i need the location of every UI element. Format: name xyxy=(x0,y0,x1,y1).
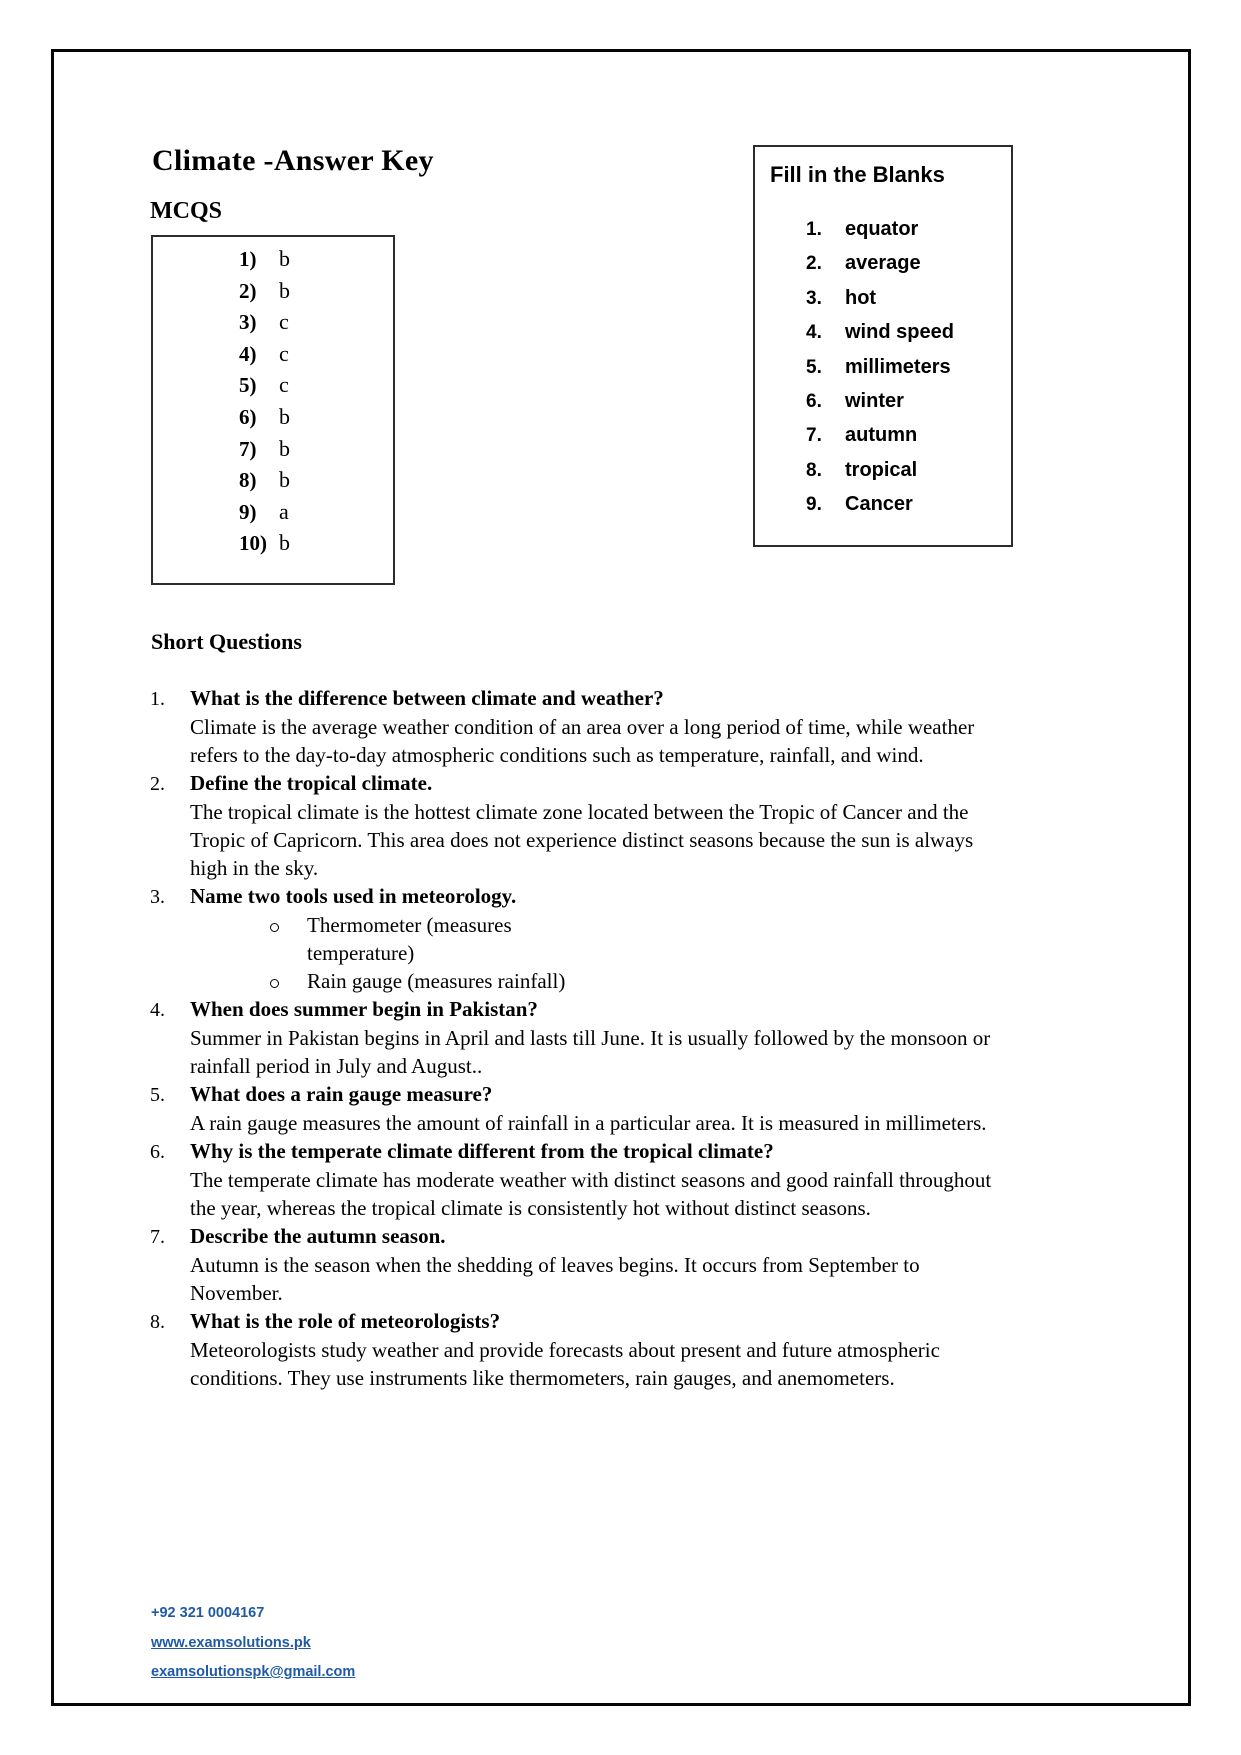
question-text: When does summer begin in Pakistan? xyxy=(190,997,538,1021)
fill-answer: average xyxy=(845,252,921,275)
mcqs-heading: MCQS xyxy=(150,198,222,224)
mcq-answer-row xyxy=(153,466,393,498)
mcq-answer: b xyxy=(279,467,290,493)
fill-number: 5. xyxy=(806,356,822,378)
question-number: 1. xyxy=(150,688,165,710)
answer-line: The tropical climate is the hottest climate zone located between the Tropic of Cancer and the xyxy=(190,800,969,824)
answer-line: Climate is the average weather condition of an area over a long period of time, while weather xyxy=(190,715,975,739)
footer-email-link[interactable]: examsolutionspk@gmail.com xyxy=(151,1664,356,1680)
question-item xyxy=(150,995,1160,1080)
bullet-text: Rain gauge (measures rainfall) xyxy=(307,969,566,993)
fill-number: 9. xyxy=(806,494,822,516)
question-text: What is the role of meteorologists? xyxy=(190,1309,501,1333)
answer-line: The temperate climate has moderate weather with distinct seasons and good rainfall throughout xyxy=(190,1168,992,1192)
question-item xyxy=(150,1137,1160,1222)
page-title: Climate -Answer Key xyxy=(152,144,434,177)
answer-line: Meteorologists study weather and provide forecasts about present and future atmospheric xyxy=(190,1338,940,1362)
fill-in-the-blanks-heading: Fill in the Blanks xyxy=(770,162,945,187)
short-questions-list xyxy=(150,684,1160,1392)
mcq-number: 5) xyxy=(239,373,257,398)
fill-number: 8. xyxy=(806,459,822,481)
question-item xyxy=(150,1222,1160,1307)
mcq-number: 8) xyxy=(239,468,257,493)
question-number: 5. xyxy=(150,1084,165,1106)
fill-answer: hot xyxy=(845,286,877,309)
answer-line: Tropic of Capricorn. This area does not experience distinct seasons because the sun is always xyxy=(190,828,974,852)
bullet-line xyxy=(150,911,1160,939)
question-number: 8. xyxy=(150,1311,165,1333)
mcq-number: 4) xyxy=(239,341,257,366)
question-text: What is the difference between climate and weather? xyxy=(190,686,664,710)
mcq-answer: b xyxy=(279,277,290,303)
mcq-answer: b xyxy=(279,530,290,556)
question-heading-line xyxy=(150,684,1160,713)
question-number: 7. xyxy=(150,1226,165,1248)
fill-answer-row xyxy=(755,351,1011,385)
question-number: 3. xyxy=(150,886,165,908)
question-text: Why is the temperate climate different from the tropical climate? xyxy=(190,1139,774,1163)
mcq-number: 2) xyxy=(239,278,257,303)
mcq-answer: a xyxy=(279,498,289,524)
answer-line: refers to the day-to-day atmospheric conditions such as temperature, rainfall, and wind. xyxy=(190,743,924,767)
fill-answer: winter xyxy=(845,390,904,413)
fill-answer: equator xyxy=(845,218,919,240)
fill-answer-row xyxy=(755,213,1011,247)
mcq-answer: c xyxy=(279,340,289,366)
mcq-answer-row xyxy=(153,308,393,340)
short-questions-heading: Short Questions xyxy=(151,629,302,654)
question-number: 4. xyxy=(150,999,165,1021)
fill-answer: tropical xyxy=(845,458,918,481)
fill-answer: millimeters xyxy=(845,355,951,378)
mcq-answer-row xyxy=(153,529,393,561)
fill-in-the-blanks-list xyxy=(755,213,1011,523)
question-text: Describe the autumn season. xyxy=(190,1224,446,1248)
question-number: 6. xyxy=(150,1141,165,1163)
question-heading-line xyxy=(150,769,1160,798)
footer-website-link[interactable]: www.examsolutions.pk xyxy=(151,1635,311,1651)
mcq-answer-row xyxy=(153,498,393,530)
mcq-answer-row xyxy=(153,340,393,372)
mcq-number: 9) xyxy=(239,499,257,524)
question-heading-line xyxy=(150,1222,1160,1251)
bullet-icon xyxy=(270,911,307,939)
fill-answer-row xyxy=(755,385,1011,419)
question-text: Define the tropical climate. xyxy=(190,771,433,795)
mcq-number: 1) xyxy=(239,247,257,271)
question-text: What does a rain gauge measure? xyxy=(190,1082,493,1106)
question-number: 2. xyxy=(150,773,165,795)
mcq-answer-row xyxy=(153,371,393,403)
fill-answer-row xyxy=(755,282,1011,316)
bullet-text: Thermometer (measures xyxy=(307,913,512,937)
bullet-line xyxy=(150,967,1160,995)
answer-line: the year, whereas the tropical climate is consistently hot without distinct seasons. xyxy=(190,1196,871,1220)
fill-in-the-blanks-box xyxy=(753,145,1013,547)
question-text: Name two tools used in meteorology. xyxy=(190,884,517,908)
mcq-number: 3) xyxy=(239,310,257,335)
answer-line: November. xyxy=(190,1281,283,1305)
mcq-answer-row xyxy=(153,435,393,467)
mcq-answer: b xyxy=(279,403,290,429)
fill-answer: wind speed xyxy=(845,321,954,344)
mcq-answer: c xyxy=(279,309,289,335)
mcq-number: 6) xyxy=(239,404,257,429)
fill-answer-row xyxy=(755,247,1011,281)
answer-line: high in the sky. xyxy=(190,856,319,880)
question-heading-line xyxy=(150,1137,1160,1166)
fill-answer-row xyxy=(755,419,1011,453)
question-heading-line xyxy=(150,1080,1160,1109)
question-item xyxy=(150,1080,1160,1137)
question-item xyxy=(150,684,1160,769)
mcqs-answer-box xyxy=(151,235,395,585)
mcq-number: 7) xyxy=(239,436,257,461)
mcq-answer: c xyxy=(279,372,289,398)
mcq-answer: b xyxy=(279,246,290,271)
bullet-text-continued: temperature) xyxy=(307,941,415,965)
fill-number: 7. xyxy=(806,425,822,447)
fill-answer-row xyxy=(755,316,1011,350)
fill-number: 6. xyxy=(806,391,822,413)
mcq-answer-row xyxy=(153,277,393,309)
question-item xyxy=(150,882,1160,995)
fill-number: 4. xyxy=(806,322,822,344)
fill-answer: Cancer xyxy=(845,493,913,516)
mcq-answer-row xyxy=(153,245,393,277)
fill-number: 1. xyxy=(806,219,822,240)
bullet-icon xyxy=(270,967,307,995)
answer-line: A rain gauge measures the amount of rainfall in a particular area. It is measured in millimeters. xyxy=(190,1111,987,1135)
question-heading-line xyxy=(150,995,1160,1024)
fill-answer: autumn xyxy=(845,424,918,447)
mcq-number: 10) xyxy=(239,531,267,556)
question-heading-line xyxy=(150,882,1160,911)
fill-number: 2. xyxy=(806,253,822,275)
fill-answer-row xyxy=(755,488,1011,522)
mcq-answer: b xyxy=(279,435,290,461)
answer-line: rainfall period in July and August.. xyxy=(190,1054,483,1078)
question-heading-line xyxy=(150,1307,1160,1336)
mcq-answer-row xyxy=(153,403,393,435)
question-item xyxy=(150,1307,1160,1392)
answer-line: Autumn is the season when the shedding of leaves begins. It occurs from September to xyxy=(190,1253,920,1277)
fill-number: 3. xyxy=(806,287,822,309)
question-item xyxy=(150,769,1160,882)
answer-line: conditions. They use instruments like thermometers, rain gauges, and anemometers. xyxy=(190,1366,895,1390)
footer-phone: +92 321 0004167 xyxy=(151,1605,265,1621)
answer-line: Summer in Pakistan begins in April and lasts till June. It is usually followed by the monsoon or xyxy=(190,1026,991,1050)
fill-answer-row xyxy=(755,454,1011,488)
